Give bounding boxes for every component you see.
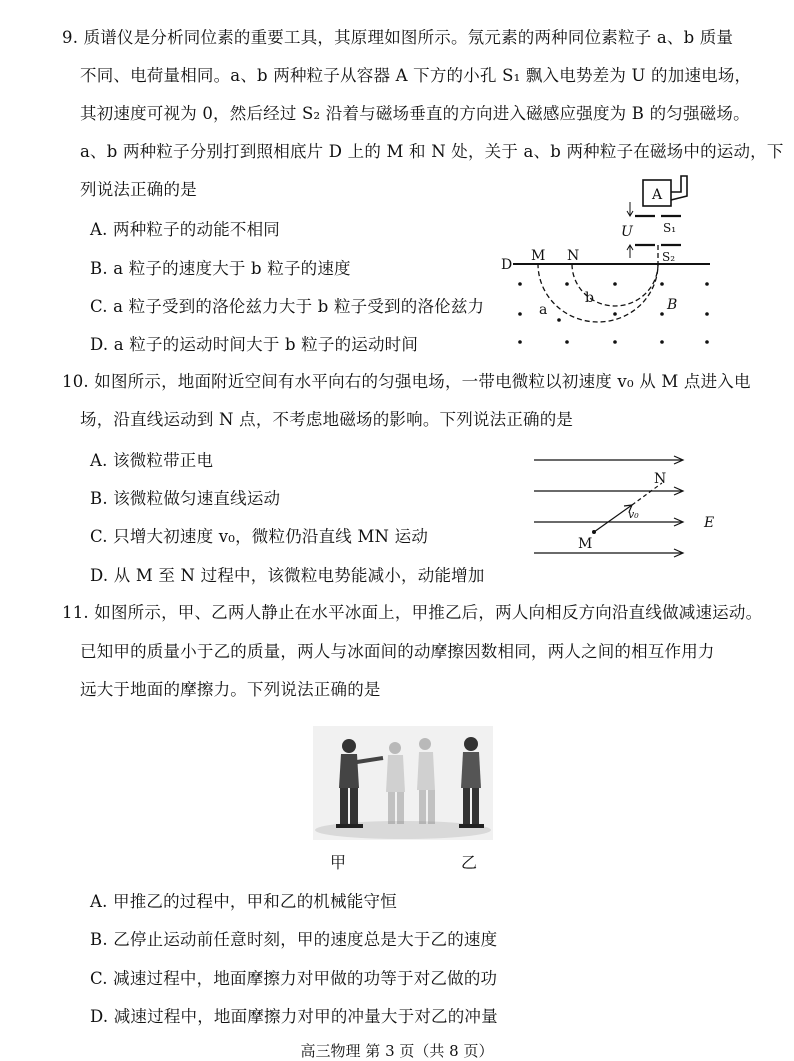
label-u: U — [621, 224, 633, 240]
q9-option-d: D. a 粒子的运动时间大于 b 粒子的运动时间 — [90, 335, 419, 354]
q9-stem-line-1: 9. 质谱仪是分析同位素的重要工具，其原理如图所示。氖元素的两种同位素粒子 a、b 质量 — [62, 28, 734, 47]
electric-field-figure — [532, 452, 722, 562]
q9-stem-line-4: a、b 两种粒子分别打到照相底片 D 上的 M 和 N 处，关于 a、b 两种粒子在磁场中的运动，下 — [80, 142, 784, 161]
caption-jia: 甲 — [330, 853, 347, 872]
q11-option-d: D. 减速过程中，地面摩擦力对甲的冲量大于对乙的冲量 — [90, 1007, 498, 1026]
label-d: D — [501, 257, 513, 273]
mass-spectrometer-figure — [495, 172, 720, 352]
q9-option-a: A. 两种粒子的动能不相同 — [90, 220, 281, 239]
q10-option-b: B. 该微粒做匀速直线运动 — [90, 489, 281, 508]
q11-stem-line-3: 远大于地面的摩擦力。下列说法正确的是 — [80, 680, 381, 699]
q9-stem-line-2: 不同、电荷量相同。a、b 两种粒子从容器 A 下方的小孔 S₁ 飘入电势差为 U 的加速电场， — [80, 66, 752, 85]
q11-stem-line-1: 11. 如图所示，甲、乙两人静止在水平冰面上，甲推乙后，两人向相反方向沿直线做减速运动。 — [62, 603, 763, 622]
label-n: N — [567, 248, 580, 264]
label-m: M — [531, 248, 546, 264]
page-footer: 高三物理 第 3 页（共 8 页） — [300, 1042, 494, 1060]
skaters-illustration — [313, 726, 493, 840]
q9-stem-line-3: 其初速度可视为 0，然后经过 S₂ 沿着与磁场垂直的方向进入磁感应强度为 B 的匀强磁场。 — [80, 104, 750, 123]
q10-stem-line-2: 场，沿直线运动到 N 点，不考虑地磁场的影响。下列说法正确的是 — [80, 410, 574, 429]
q11-option-a: A. 甲推乙的过程中，甲和乙的机械能守恒 — [90, 892, 397, 911]
label-b-field: B — [667, 297, 678, 313]
container-inlet-pipe — [671, 176, 687, 200]
label-m: M — [578, 536, 593, 552]
velocity-vector — [594, 505, 632, 532]
q10-option-a: A. 该微粒带正电 — [90, 451, 214, 470]
label-particle-b: b — [585, 290, 594, 306]
label-s2: S₂ — [662, 250, 676, 264]
label-n: N — [654, 471, 667, 487]
caption-yi: 乙 — [461, 853, 478, 872]
label-v0: v₀ — [628, 508, 639, 521]
q11-option-c: C. 减速过程中，地面摩擦力对甲做的功等于对乙做的功 — [90, 969, 498, 988]
q11-option-b: B. 乙停止运动前任意时刻，甲的速度总是大于乙的速度 — [90, 930, 498, 949]
label-particle-a: a — [539, 302, 548, 318]
q9-stem-line-5: 列说法正确的是 — [80, 180, 197, 199]
q10-option-c: C. 只增大初速度 v₀，微粒仍沿直线 MN 运动 — [90, 527, 429, 546]
q10-option-d: D. 从 M 至 N 过程中，该微粒电势能减小，动能增加 — [90, 566, 485, 585]
label-s1: S₁ — [663, 221, 677, 235]
q11-stem-line-2: 已知甲的质量小于乙的质量，两人与冰面间的动摩擦因数相同，两人之间的相互作用力 — [80, 642, 715, 661]
q9-option-c: C. a 粒子受到的洛伦兹力大于 b 粒子受到的洛伦兹力 — [90, 297, 485, 316]
q9-option-b: B. a 粒子的速度大于 b 粒子的速度 — [90, 259, 351, 278]
trajectory-a — [538, 245, 658, 322]
label-e: E — [704, 515, 715, 531]
label-a: A — [652, 187, 663, 203]
q10-stem-line-1: 10. 如图所示，地面附近空间有水平向右的匀强电场，一带电微粒以初速度 v₀ 从 M 点进入电 — [62, 372, 751, 391]
